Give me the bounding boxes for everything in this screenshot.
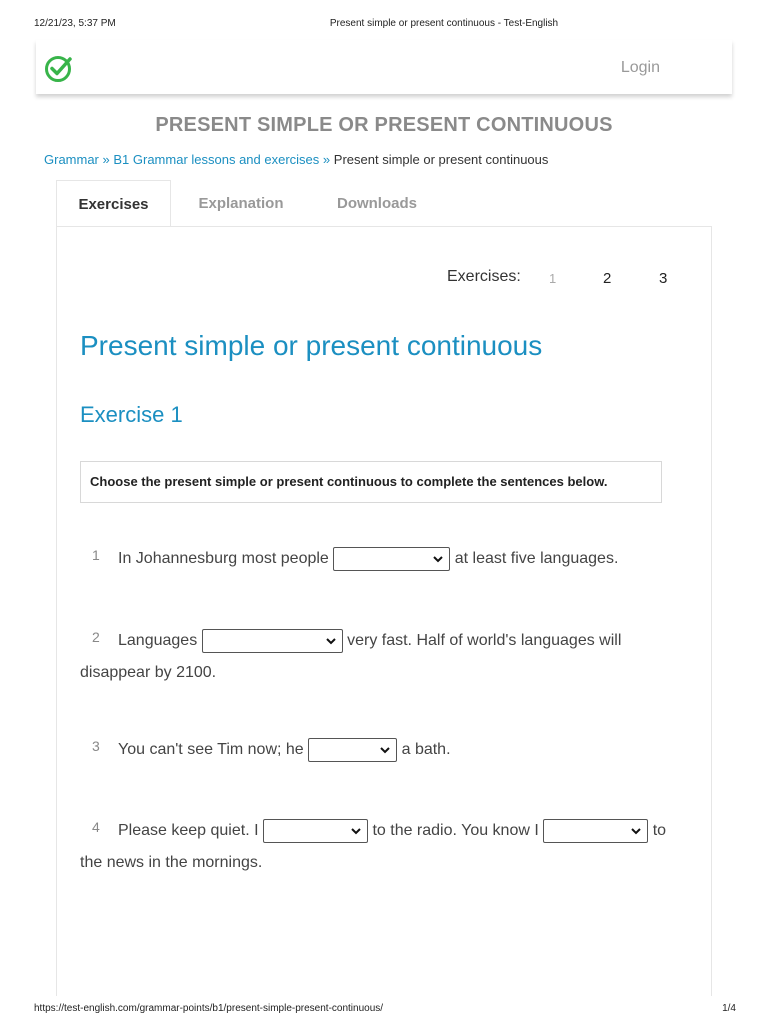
exercise-nav-1[interactable]: 1 bbox=[549, 271, 557, 286]
tab-exercises[interactable]: Exercises bbox=[56, 180, 171, 227]
tab-downloads[interactable]: Downloads bbox=[336, 195, 417, 212]
check-circle-icon[interactable] bbox=[44, 54, 74, 84]
breadcrumb-b1-link[interactable]: B1 Grammar lessons and exercises bbox=[113, 152, 320, 167]
question-4 bbox=[80, 815, 690, 879]
question-number: 4 bbox=[92, 819, 100, 835]
exercise-nav-2[interactable]: 2 bbox=[603, 270, 612, 287]
tab-bar bbox=[56, 180, 712, 227]
question-text: In Johannesburg most people bbox=[118, 550, 329, 567]
question-number: 2 bbox=[92, 629, 100, 645]
print-url: https://test-english.com/grammar-points/b1/present-simple-present-continuous/ bbox=[34, 1003, 384, 1014]
chevron-down-icon bbox=[350, 825, 362, 837]
instructions-box: Choose the present simple or present continuous to complete the sentences below. bbox=[80, 461, 662, 503]
main-title: Present simple or present continuous bbox=[80, 330, 543, 361]
question-1 bbox=[80, 543, 690, 575]
question-3 bbox=[80, 734, 690, 766]
answer-select[interactable] bbox=[263, 819, 368, 843]
exercise-nav-3[interactable]: 3 bbox=[659, 270, 668, 287]
breadcrumb-current: Present simple or present continuous bbox=[333, 152, 549, 167]
answer-select[interactable] bbox=[333, 547, 450, 571]
question-text: to the radio. You know I bbox=[372, 822, 539, 839]
breadcrumb-separator: » bbox=[322, 152, 331, 167]
question-text: disappear by 2100. bbox=[80, 664, 217, 681]
answer-select[interactable] bbox=[308, 738, 397, 762]
login-link[interactable]: Login bbox=[620, 59, 660, 76]
question-text: very fast. Half of world's languages will bbox=[347, 632, 622, 649]
print-title: Present simple or present continuous - Test-English bbox=[329, 18, 559, 29]
exercise-title: Exercise 1 bbox=[80, 402, 183, 427]
print-page-number: 1/4 bbox=[722, 1003, 736, 1014]
breadcrumb-separator: » bbox=[102, 152, 110, 167]
question-text: to bbox=[652, 822, 667, 839]
breadcrumb-grammar-link[interactable]: Grammar bbox=[44, 152, 99, 167]
question-number: 1 bbox=[92, 547, 100, 563]
question-number: 3 bbox=[92, 738, 100, 754]
question-text: Languages bbox=[118, 632, 198, 649]
chevron-down-icon bbox=[432, 553, 444, 565]
question-text: at least five languages. bbox=[454, 550, 619, 567]
page-heading: PRESENT SIMPLE OR PRESENT CONTINUOUS bbox=[155, 114, 613, 136]
chevron-down-icon bbox=[325, 635, 337, 647]
question-2 bbox=[80, 625, 690, 689]
tab-explanation[interactable]: Explanation bbox=[198, 195, 284, 212]
question-text: Please keep quiet. I bbox=[118, 822, 259, 839]
exercise-nav-label: Exercises: bbox=[447, 268, 521, 285]
answer-select[interactable] bbox=[543, 819, 648, 843]
question-text: the news in the mornings. bbox=[80, 854, 263, 871]
answer-select[interactable] bbox=[202, 629, 343, 653]
question-text: You can't see Tim now; he bbox=[118, 741, 304, 758]
top-navbar bbox=[36, 40, 732, 94]
chevron-down-icon bbox=[379, 744, 391, 756]
print-date: 12/21/23, 5:37 PM bbox=[34, 18, 116, 29]
chevron-down-icon bbox=[630, 825, 642, 837]
print-footer bbox=[0, 994, 768, 1024]
breadcrumb bbox=[44, 152, 548, 167]
print-header bbox=[0, 0, 768, 40]
question-text: a bath. bbox=[401, 741, 451, 758]
